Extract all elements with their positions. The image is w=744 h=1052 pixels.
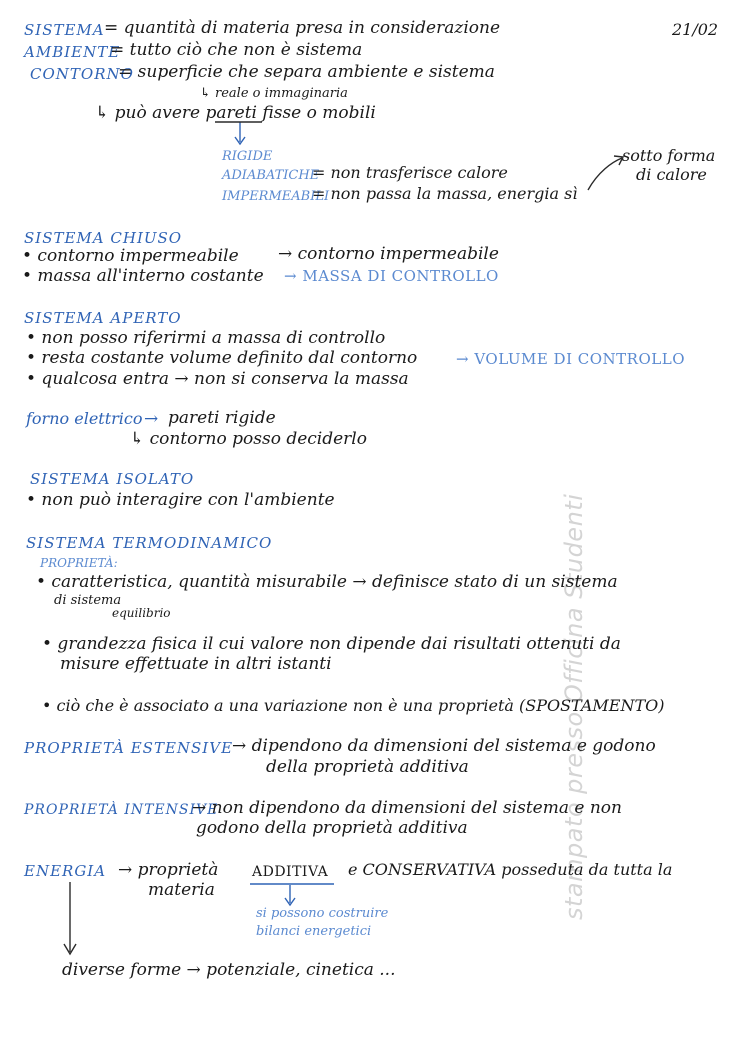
intensive-line-1: → non dipendono da dimensioni del sistema e non bbox=[192, 798, 622, 818]
forno-pareti: pareti rigide bbox=[168, 408, 276, 428]
energia-line-2: materia bbox=[148, 880, 215, 900]
aperto-bullet-3: • qualcosa entra → non si conserva la massa bbox=[26, 369, 409, 389]
aperto-bullet-2: • resta costante volume definito dal contorno bbox=[26, 348, 418, 368]
termo-bullet-1-sub-a: di sistema bbox=[54, 593, 122, 608]
adiabatiche-label: ADIABATICHE bbox=[222, 168, 320, 183]
energia-line-1a: → proprietà bbox=[118, 860, 219, 880]
watermark: stampato presso Officina Studenti bbox=[560, 493, 588, 920]
intensive-line-2: godono della proprietà additiva bbox=[196, 818, 468, 838]
date: 21/02 bbox=[672, 20, 719, 39]
aperto-title: SISTEMA APERTO bbox=[24, 309, 182, 327]
termo-bullet-2-cont: misure effettuate in altri istanti bbox=[60, 654, 332, 674]
forno-label: forno elettrico bbox=[26, 409, 143, 428]
chiuso-bullet-1: • contorno impermeabile bbox=[22, 246, 239, 266]
forno-arrow: → bbox=[144, 409, 159, 429]
impermeabili-definition: = non passa la massa, energia sì bbox=[312, 184, 578, 203]
ambiente-label: AMBIENTE bbox=[24, 43, 121, 61]
proprieta-subtitle: PROPRIETÀ: bbox=[40, 556, 118, 570]
volume-di-controllo: → VOLUME DI CONTROLLO bbox=[456, 350, 685, 368]
aperto-bullet-1: • non posso riferirmi a massa di controllo bbox=[26, 328, 386, 348]
chiuso-bullet-1-arrow: → contorno impermeabile bbox=[278, 244, 499, 264]
sotto-forma-note: sotto forma bbox=[622, 146, 716, 165]
chiuso-bullet-2: • massa all'interno costante bbox=[22, 266, 264, 286]
additiva-label: ADDITIVA bbox=[252, 864, 329, 880]
estensive-label: PROPRIETÀ ESTENSIVE bbox=[24, 739, 234, 757]
energia-forme: diverse forme → potenziale, cinetica ... bbox=[62, 960, 396, 980]
contorno-note: ↳ reale o immaginaria bbox=[200, 86, 348, 101]
termo-bullet-3: • ciò che è associato a una variazione non è una proprietà (SPOSTAMENTO) bbox=[42, 696, 665, 715]
energia-note-1: si possono costruire bbox=[256, 906, 389, 921]
ambiente-definition: = tutto ciò che non è sistema bbox=[110, 40, 363, 60]
termo-title: SISTEMA TERMODINAMICO bbox=[26, 534, 273, 552]
estensive-line-2: della proprietà additiva bbox=[266, 757, 469, 777]
adiabatiche-definition: = non trasferisce calore bbox=[312, 163, 508, 182]
termo-bullet-2: • grandezza fisica il cui valore non dipende dai risultati ottenuti da bbox=[42, 634, 621, 654]
rigide-label: RIGIDE bbox=[222, 149, 273, 164]
massa-di-controllo: → MASSA DI CONTROLLO bbox=[284, 267, 499, 285]
termo-bullet-1: • caratteristica, quantità misurabile → definisce stato di un sistema bbox=[36, 572, 618, 592]
sistema-label: SISTEMA bbox=[24, 21, 105, 39]
forno-contorno: ↳ contorno posso deciderlo bbox=[130, 429, 367, 449]
energia-note-2: bilanci energetici bbox=[256, 924, 372, 939]
contorno-definition: = superficie che separa ambiente e sistema bbox=[118, 62, 495, 82]
contorno-label: CONTORNO bbox=[30, 65, 134, 83]
chiuso-title: SISTEMA CHIUSO bbox=[24, 229, 183, 247]
di-calore-note: di calore bbox=[636, 165, 707, 184]
energia-line-1c: e CONSERVATIVA posseduta da tutta la bbox=[348, 860, 673, 879]
intensive-label: PROPRIETÀ INTENSIVE bbox=[24, 802, 219, 818]
estensive-line-1: → dipendono da dimensioni del sistema e godono bbox=[232, 736, 656, 756]
isolato-bullet: • non può interagire con l'ambiente bbox=[26, 490, 335, 510]
pareti-line: ↳ può avere pareti fisse o mobili bbox=[95, 103, 376, 123]
termo-bullet-1-sub-b: equilibrio bbox=[112, 606, 171, 620]
isolato-title: SISTEMA ISOLATO bbox=[30, 470, 195, 488]
impermeabili-label: IMPERMEABILI bbox=[222, 189, 330, 204]
sistema-definition: = quantità di materia presa in considerazione bbox=[104, 18, 501, 38]
energia-label: ENERGIA bbox=[24, 862, 107, 880]
